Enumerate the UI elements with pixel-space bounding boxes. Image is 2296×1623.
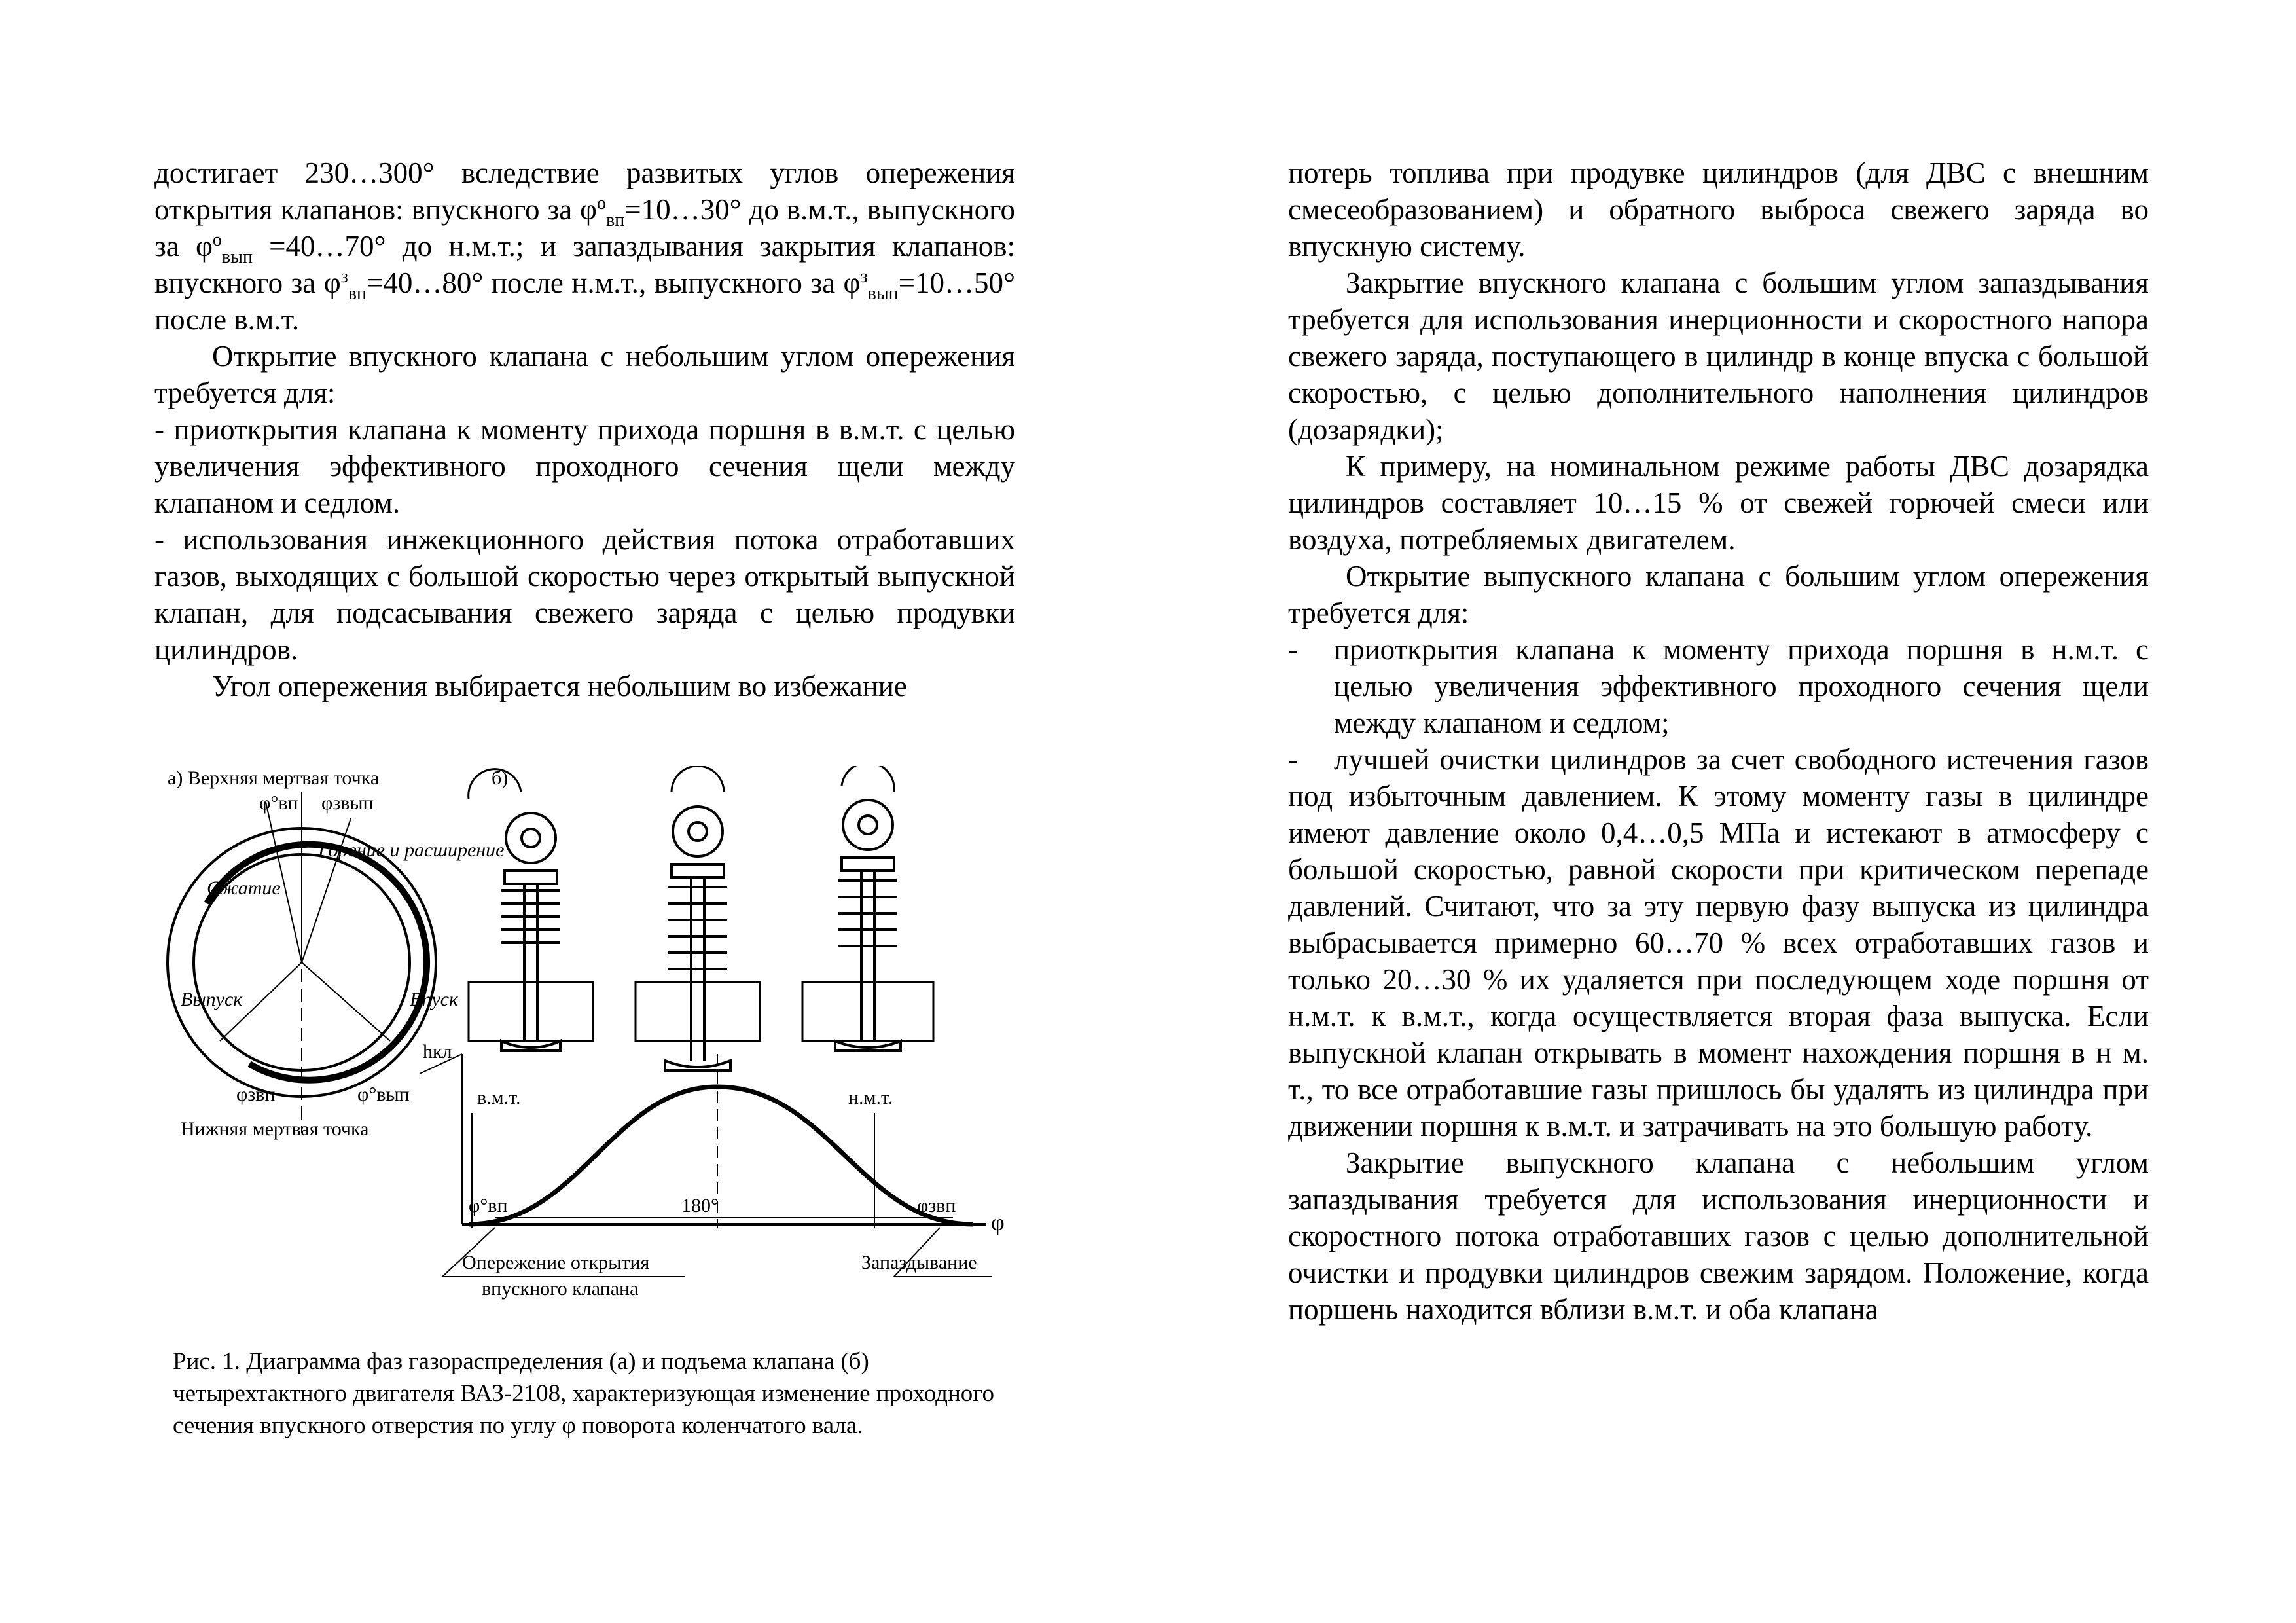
figure-caption	[173, 1345, 997, 1442]
label-vmt: в.м.т.	[477, 1087, 521, 1108]
label-phi-axis: φ	[991, 1209, 1005, 1235]
valve-drawing-2	[636, 766, 760, 1070]
list-item-text: лучшей очистки цилиндров за счет свободного истечения газов под избыточным давлением. К этому моменту газы в цилиндре имеют давление около 0,4…0,5 МПа и истекают в атмосферу с большой скоростью, равной скорости при критическом перепаде давлений. Считают, что за эту первую фазу выпуска из цилиндра выбрасывается примерно 60…70 % всех отработавших газов и только 20…30 % их удаляется при последующем ходе поршня от н.м.т. к в.м.т., когда осуществляется вторая фаза выпуска. Если выпускной клапан открывать в момент нахождения поршня в н м. т., то все отработавшие газы пришлось бы удалять из цилиндра при движении поршня к в.м.т. и затрачивать на это большую работу.	[1288, 743, 2149, 1142]
left-paragraph-3: - приоткрытия клапана к моменту прихода поршня в в.м.т. с целью увеличения эффективного проходного сечения щели между клапаном и седлом.	[154, 413, 1015, 519]
valve-timing-figure	[154, 766, 1025, 1322]
label-b: б)	[492, 767, 509, 789]
label-phi-open: φ°вп	[469, 1195, 508, 1216]
right-column	[1288, 155, 2149, 1328]
valve-drawing-1	[469, 769, 593, 1051]
left-paragraph-5: Угол опережения выбирается небольшим во избежание	[212, 670, 907, 702]
radius-line-5	[302, 962, 390, 1041]
label-phi-close: φзвп	[917, 1195, 956, 1216]
label-180: 180°	[681, 1195, 719, 1216]
phi-top-left: φ°вп	[259, 792, 298, 814]
lift-curve	[469, 1087, 973, 1224]
figure-drawing	[154, 766, 1025, 1322]
right-paragraph-2: Закрытие впускного клапана с большим углом запаздывания требуется для использования инерционности и скоростного напора свежего заряда, поступающего в цилиндр в конце впуска с большой скоростью, с целью дополнительного наполнения цилиндров (дозарядки);	[1288, 266, 2149, 446]
label-lag: Запаздывание	[861, 1252, 977, 1273]
label-bottom-dead: Нижняя мертвая точка	[181, 1118, 369, 1140]
right-paragraph-5: Закрытие выпускного клапана с небольшим углом запаздывания требуется для использования инерционности и скоростного потока отработавших газов с целью дополнительной очистки и продувки цилиндров свежим зарядом. Положение, когда поршень находится вблизи в.м.т. и оба клапана	[1288, 1146, 2149, 1326]
label-nmt: н.м.т.	[848, 1087, 893, 1108]
phi-top-right: φзвып	[321, 792, 374, 814]
right-paragraph-4: Открытие выпускного клапана с большим углом опережения требуется для:	[1288, 560, 2149, 629]
left-paragraph-4: - использования инжекционного действия потока отработавших газов, выходящих с большой скоростью через открытый выпускной клапан, для подсасывания свежего заряда с целью продувки цилиндров.	[154, 523, 1015, 666]
arc-label-intake: Впуск	[410, 989, 458, 1010]
arc-label-compression: Сжатие	[207, 877, 281, 899]
left-paragraph-2: Открытие впускного клапана с небольшим углом опережения требуется для:	[154, 340, 1015, 409]
list-item-text: приоткрытия клапана к моменту прихода поршня в н.м.т. с целью увеличения эффективного проходного сечения щели между клапаном и седлом;	[1334, 633, 2149, 739]
caption-text: Рис. 1. Диаграмма фаз газораспределения (а) и подъема клапана (б) четырехтактного двигателя ВАЗ-2108, характеризующая изменение проходного сечения впускного отверстия по углу φ поворота коленчатого вала.	[173, 1348, 995, 1439]
right-paragraph-1: потерь топлива при продувке цилиндров (для ДВС с внешним смесеобразованием) и обратного выброса свежего заряда во впускную систему.	[1288, 156, 2149, 263]
right-paragraph-3: К примеру, на номинальном режиме работы ДВС дозарядка цилиндров составляет 10…15 % от свежей горючей смеси или воздуха, потребляемых двигателем.	[1288, 450, 2149, 556]
phi-bottom-right: φ°вып	[357, 1084, 410, 1105]
label-h: hкл	[423, 1041, 452, 1063]
arc-label-exhaust: Выпуск	[181, 989, 243, 1010]
list-dash: -	[1288, 633, 1298, 666]
right-list-item-2	[1288, 741, 2149, 1144]
left-paragraph-1: достигает 230…300° вследствие развитых углов опережения открытия клапанов: впускного за $\varphi^о_{вп}=10\dots 30^\circ$ до в.м.т., выпускного за $\varphi^о_{вып}$ =40…70° до н.м.т.; и запаздывания закрытия клапанов: впускного за $\varphi^з_{вп}=40\dots 80^\circ$ после н.м.т., выпускного за $\varphi^з_{вып}=10\dots 50^\circ$ после в.м.т.	[154, 156, 1016, 336]
left-column	[154, 155, 1015, 704]
arc-label-expansion: Горение и расширение	[318, 839, 505, 861]
label-lead-2: впускного клапана	[482, 1278, 639, 1300]
label-a: а) Верхняя мертвая точка	[168, 767, 380, 789]
label-lead-1: Опережение открытия	[462, 1252, 650, 1273]
right-list-item-1	[1288, 631, 2149, 741]
phi-bottom-left: φзвп	[236, 1084, 276, 1105]
list-dash: -	[1288, 743, 1298, 776]
valve-drawing-3	[802, 766, 933, 1051]
